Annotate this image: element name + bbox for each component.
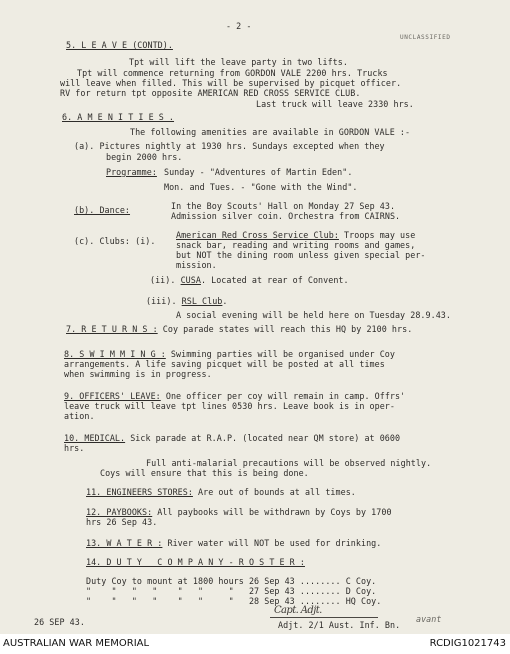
amenities-intro: The following amenities are available in GORDON VALE :- — [130, 127, 411, 137]
page-number: - 2 - — [226, 21, 252, 31]
document-date: 26 SEP 43. — [34, 617, 85, 627]
section-9-line-2: leave truck will leave tpt lines 0530 hrs. Leave book is in oper- — [64, 401, 395, 411]
red-cross-club-name: American Red Cross Service Club: — [176, 230, 339, 240]
section-8-text: Swimming parties will be organised under Coy — [165, 349, 395, 359]
programme-mon-tues: Mon. and Tues. - "Gone with the Wind". — [164, 182, 358, 192]
roster-row-2: " " " " " " " 27 Sep 43 ........ D Coy. — [86, 586, 377, 596]
amenity-c-line-3: but NOT the dining room unless given special per- — [176, 250, 426, 260]
amenity-b-label: (b). Dance: — [74, 205, 131, 215]
section-10-line-3: Full anti-malarial precautions will be observed nightly. — [146, 458, 432, 468]
programme-label: Programme: — [106, 167, 157, 177]
club-ii — [150, 275, 349, 285]
corner-mark: avant — [416, 614, 442, 624]
social-evening: A social evening will be held here on Tuesday 28.9.43. — [176, 310, 451, 320]
club-ii-text: . Located at rear of Convent. — [200, 275, 349, 285]
amenity-b-line-1: In the Boy Scouts' Hall on Monday 27 Sep 43. — [171, 201, 396, 211]
programme-sunday: Sunday - "Adventures of Martin Eden". — [164, 167, 353, 177]
section-6-heading: 6. A M E N I T I E S . — [62, 112, 175, 122]
archive-name: AUSTRALIAN WAR MEMORIAL — [3, 638, 150, 649]
archive-reference: RCDIG1021743 — [429, 638, 506, 649]
section-9-heading: 9. OFFICERS' LEAVE: — [64, 391, 161, 401]
section-10-heading: 10. MEDICAL. — [64, 433, 126, 443]
roster-row-1: Duty Coy to mount at 1800 hours 26 Sep 43 ........ C Coy. — [86, 576, 377, 586]
amenity-c-label: (c). Clubs: (i). — [74, 236, 156, 246]
club-iii-name: RSL Club — [181, 296, 223, 306]
section-9-line-3: ation. — [64, 411, 95, 421]
section-12-line-2: hrs 26 Sep 43. — [86, 517, 158, 527]
section-12-line-1 — [86, 507, 392, 517]
section-8-heading: 8. S W I M M I N G : — [64, 349, 166, 359]
section-10-line-4: Coys will ensure that this is being done. — [100, 468, 309, 478]
section-11-text: Are out of bounds at all times. — [192, 487, 356, 497]
section-5-line-5: Last truck will leave 2330 hrs. — [256, 99, 414, 109]
section-12-heading: 12. PAYBOOKS: — [86, 507, 153, 517]
signature-caption: Adjt. 2/1 Aust. Inf. Bn. — [278, 620, 401, 630]
section-10-line-2: hrs. — [64, 443, 85, 453]
section-8-line-1 — [64, 349, 395, 359]
section-7 — [66, 324, 412, 334]
club-iii-number: (iii). — [146, 296, 177, 306]
club-iii-text: . — [222, 296, 228, 306]
classification-mark: UNCLASSIFIED — [400, 34, 451, 41]
amenity-c-line-1 — [176, 230, 415, 240]
section-5-line-3: will leave when filled. This will be supervised by picquet officer. — [60, 78, 402, 88]
amenity-c-line-4: mission. — [176, 260, 217, 270]
red-cross-club-text: Troops may use — [338, 230, 416, 240]
section-10-line-1 — [64, 433, 400, 443]
section-5-line-1: Tpt will lift the leave party in two lifts. — [129, 57, 348, 67]
amenity-b-line-2: Admission silver coin. Orchestra from CAIRNS. — [171, 211, 401, 221]
section-5-line-4: RV for return tpt opposite AMERICAN RED CROSS SERVICE CLUB. — [60, 88, 361, 98]
section-13-heading: 13. W A T E R : — [86, 538, 163, 548]
section-5-line-2: Tpt will commence returning from GORDON VALE 2200 hrs. Trucks — [77, 68, 388, 78]
club-ii-name: CUSA — [180, 275, 201, 285]
section-14-heading: 14. D U T Y C O M P A N Y - R O S T E R : — [86, 557, 305, 567]
section-9-text: One officer per coy will remain in camp. Offrs' — [160, 391, 406, 401]
amenity-a-line-1: (a). Pictures nightly at 1930 hrs. Sundays excepted when they — [74, 141, 385, 151]
roster-row-3: " " " " " " " 28 Sep 43 ........ HQ Coy. — [86, 596, 382, 606]
section-12-text: All paybooks will be withdrawn by Coys by 1700 — [152, 507, 392, 517]
section-7-text: Coy parade states will reach this HQ by 2100 hrs. — [157, 324, 413, 334]
section-9-line-1 — [64, 391, 405, 401]
section-7-heading: 7. R E T U R N S : — [66, 324, 158, 334]
club-ii-number: (ii). — [150, 275, 176, 285]
section-11-heading: 11. ENGINEERS STORES: — [86, 487, 193, 497]
section-13 — [86, 538, 381, 548]
section-5-heading: 5. L E A V E (CONTD). — [66, 40, 173, 50]
section-11 — [86, 487, 356, 497]
amenity-c-line-2: snack bar, reading and writing rooms and games, — [176, 240, 416, 250]
club-iii — [146, 296, 228, 306]
signature-line — [270, 617, 378, 618]
section-13-text: River water will NOT be used for drinking. — [162, 538, 382, 548]
section-10-text: Sick parade at R.A.P. (located near QM store) at 0600 — [125, 433, 401, 443]
signature: Capt. Adjt. — [274, 605, 322, 616]
section-8-line-3: when swimming is in progress. — [64, 369, 212, 379]
amenity-a-line-2: begin 2000 hrs. — [106, 152, 183, 162]
archive-footer — [0, 634, 510, 654]
section-8-line-2: arrangements. A life saving picquet will be posted at all times — [64, 359, 385, 369]
